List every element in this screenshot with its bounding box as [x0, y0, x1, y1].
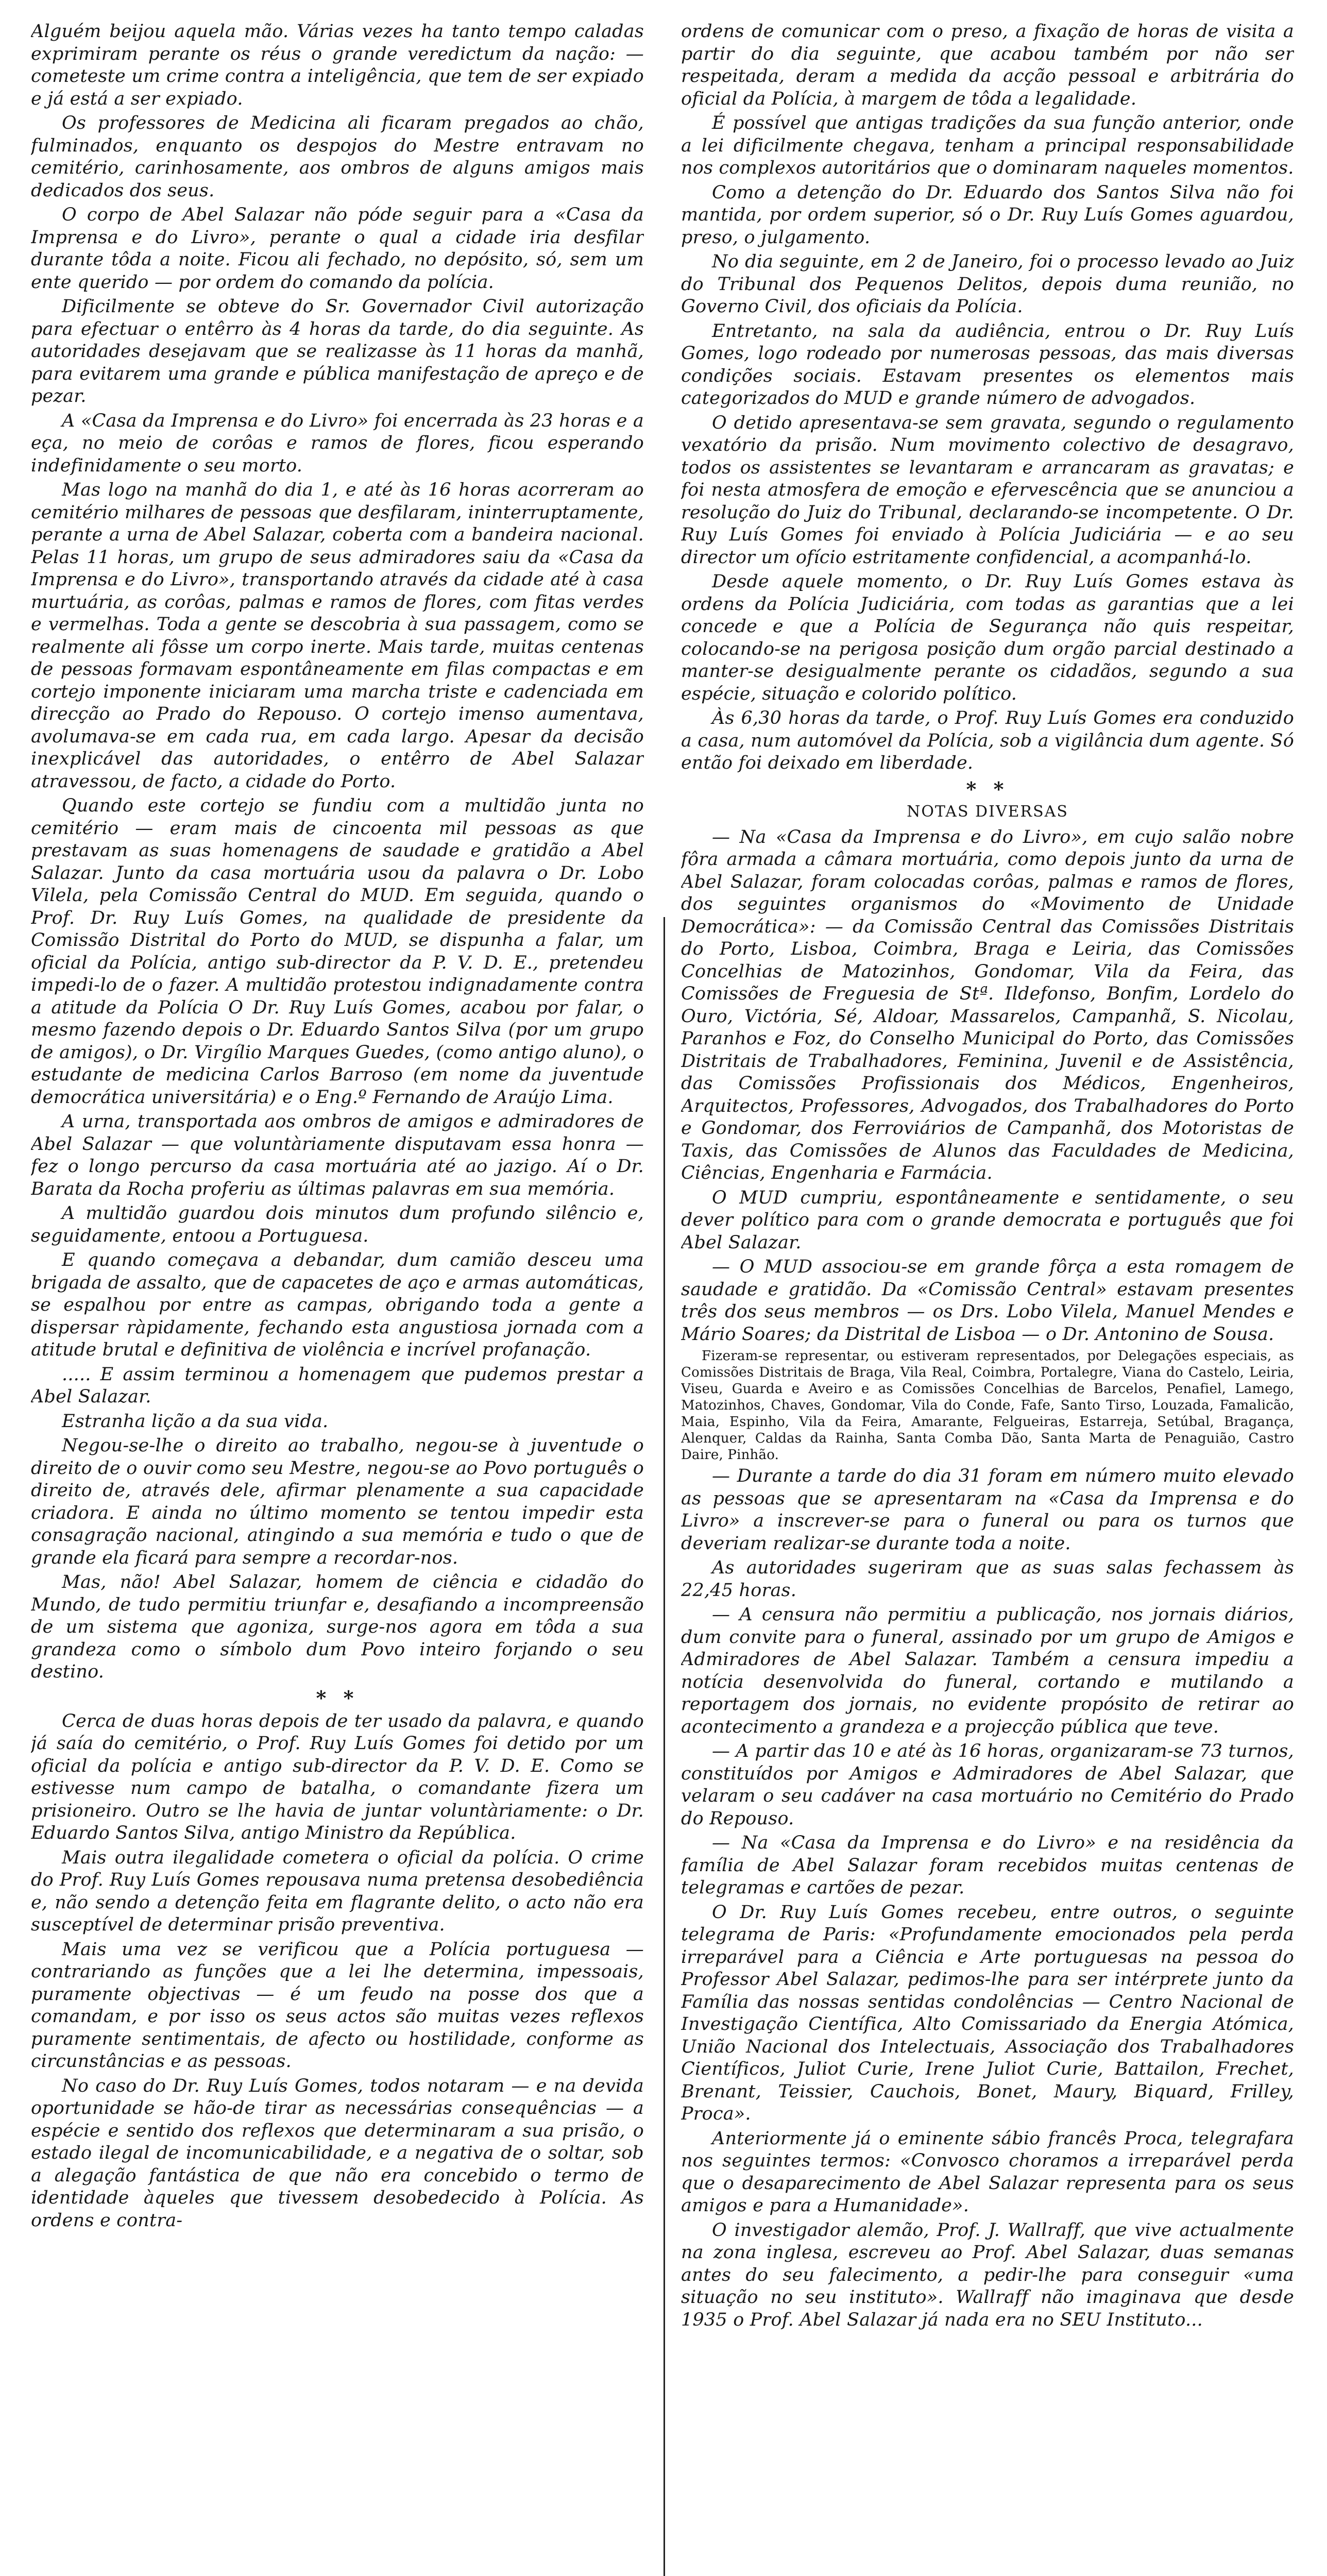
paragraph: O investigador alemão, Prof. J. Wallraff, que vive actualmente na zona inglesa, escreveu ao Prof. Abel Salazar, duas semanas antes do seu falecimento, a pedir-lhe para conseguir «uma situação no seu instituto». Wallraff não imaginava que desde 1935 o Prof. Abel Salazar já nada era no SEU Instituto... [681, 2219, 1294, 2330]
paragraph: O detido apresentava-se sem gravata, segundo o regulamento vexatório da prisão. Num movimento colectivo de desagravo, todos os assistentes se levantaram e arrancaram as gravatas; e foi nesta atmosfera de emoção e efervescência que se anunciou a resolução do Juiz do Tribunal, declarando-se incompetente. O Dr. Ruy Luís Gomes foi enviado à Polícia Judiciária — e ao seu director um ofício estritamente confidencial, a acompanhá-lo. [681, 412, 1294, 568]
paragraph: Os professores de Medicina ali ficaram pregados ao chão, fulminados, enquanto os despojos do Mestre entravam no cemitério, carinhosamente, aos ombros de alguns amigos mais dedicados dos seus. [31, 113, 644, 201]
column-divider [664, 917, 665, 2576]
paragraph: Mais outra ilegalidade cometera o oficial da polícia. O crime do Prof. Ruy Luís Gomes repousava numa pretensa desobediência e, não sendo a detenção feita em flagrante delito, o acto não era susceptível de determinar prisão preventiva. [31, 1847, 644, 1935]
paragraph: A urna, transportada aos ombros de amigos e admiradores de Abel Salazar — que voluntàriamente disputavam essa honra — fez o longo percurso da casa mortuária até ao jazigo. Aí o Dr. Barata da Rocha proferiu as últimas palavras em sua memória. [31, 1111, 644, 1199]
paragraph: Entretanto, na sala da audiência, entrou o Dr. Ruy Luís Gomes, logo rodeado por numerosas pessoas, das mais diversas condições sociais. Estavam presentes os elementos mais categorizados do MUD e grande número de advogados. [681, 320, 1294, 409]
paragraph: A «Casa da Imprensa e do Livro» foi encerrada às 23 horas e a eça, no meio de corôas e ramos de flores, ficou esperando indefinidamente o seu morto. [31, 410, 644, 476]
paragraph: — Durante a tarde do dia 31 foram em número muito elevado as pessoas que se apresentaram na «Casa da Imprensa e do Livro» a inscrever-se para o funeral ou para os turnos que deveriam realizar-se durante toda a noite. [681, 1466, 1294, 1554]
paragraph: Quando este cortejo se fundiu com a multidão junta no cemitério — eram mais de cincoenta mil pessoas as que prestavam as suas homenagens de saudade e gratidão a Abel Salazar. Junto da casa mortuária usou da palavra o Dr. Lobo Vilela, pela Comissão Central do MUD. Em seguida, quando o Prof. Dr. Ruy Luís Gomes, na qualidade de presidente da Comissão Distrital do Porto do MUD, se dispunha a falar, um oficial da Polícia, antigo sub-director da P. V. D. E., pretendeu impedi-lo de o fazer. A multidão protestou indignadamente contra a atitude da Polícia O Dr. Ruy Luís Gomes, acabou por falar, o mesmo fazendo depois o Dr. Eduardo Santos Silva (por um grupo de amigos), o Dr. Virgílio Marques Guedes, (como antigo aluno), o estudante de medicina Carlos Barroso (em nome da juventude democrática universitária) e o Eng.º Fernando de Araújo Lima. [31, 795, 644, 1108]
paragraph: — O MUD associou-se em grande fôrça a esta romagem de saudade e gratidão. Da «Comissão Central» estavam presentes três dos seus membros — os Drs. Lobo Vilela, Manuel Mendes e Mário Soares; da Distrital de Lisboa — o Dr. Antonino de Sousa. [681, 1257, 1294, 1345]
paragraph: É possível que antigas tradições da sua função anterior, onde a lei dificilmente chegava, tenham a principal responsabilidade nos complexos autoritários que o dominaram naqueles momentos. [681, 113, 1294, 178]
paragraph: — A censura não permitiu a publicação, nos jornais diários, dum convite para o funeral, assinado por um grupo de Amigos e Admiradores de Abel Salazar. Também a censura impediu a notícia desenvolvida do funeral, cortando e mutilando a reportagem dos jornais, no evidente propósito de retirar ao acontecimento a grandeza e a projecção pública que teve. [681, 1604, 1294, 1737]
paragraph: — Na «Casa da Imprensa e do Livro» e na residência da família de Abel Salazar foram recebidos muitas centenas de telegramas e cartões de pezar. [681, 1833, 1294, 1898]
paragraph: Dificilmente se obteve do Sr. Governador Civil autorização para efectuar o entêrro às 4 horas da tarde, do dia seguinte. As autoridades desejavam que se realizasse às 11 horas da manhã, para evitarem uma grande e pública manifestação de apreço e de pezar. [31, 296, 644, 406]
section-separator: * * [966, 777, 1009, 801]
paragraph: Mas, não! Abel Salazar, homem de ciência e cidadão do Mundo, de tudo permitiu triunfar e, desafiando a incompreensão de um sistema que agoniza, surge-nos agora em tôda a sua grandeza como o símbolo dum Povo inteiro forjando o seu destino. [31, 1572, 644, 1682]
paragraph: Como a detenção do Dr. Eduardo dos Santos Silva não foi mantida, por ordem superior, só o Dr. Ruy Luís Gomes aguardou, preso, o julgamento. [681, 182, 1294, 248]
paragraph: Mais uma vez se verificou que a Polícia portuguesa — contrariando as funções que a lei lhe determina, impessoais, puramente objectivas — é um feudo na posse dos que a comandam, e por isso os seus actos são muitas vezes reflexos puramente sentimentais, de afecto ou hostilidade, conforme as circunstâncias e as pessoas. [31, 1939, 644, 2072]
paragraph: ..... E assim terminou a homenagem que pudemos prestar a Abel Salazar. [31, 1364, 644, 1407]
paragraph: O MUD cumpriu, espontâneamente e sentidamente, o seu dever político para com o grande democrata e português que foi Abel Salazar. [681, 1187, 1294, 1253]
small-print-paragraph: Fizeram-se representar, ou estiveram representados, por Delegações especiais, as Comissões Distritais de Braga, Vila Real, Coimbra, Portalegre, Viana do Castelo, Leiria, Viseu, Guarda e Aveiro e as Comissões Concelhias de Barcelos, Penafiel, Lamego, Matozinhos, Chaves, Gondomar, Vila do Conde, Fafe, Santo Tirso, Louzada, Famalicão, Maia, Espinho, Vila da Feira, Amarante, Felgueiras, Estarreja, Setúbal, Bragança, Alenquer, Caldas da Rainha, Santa Comba Dão, Santa Marta de Penaguião, Castro Daire, Pinhão. [681, 1348, 1294, 1463]
paragraph: Mas logo na manhã do dia 1, e até às 16 horas acorreram ao cemitério milhares de pessoas que desfilaram, ininterruptamente, perante a urna de Abel Salazar, coberta com a bandeira nacional. Pelas 11 horas, um grupo de seus admiradores saiu da «Casa da Imprensa e do Livro», transportando através da cidade até à casa murtuária, as corôas, palmas e ramos de flores, com fitas verdes e vermelhas. Toda a gente se descobria à sua passagem, como se realmente ali fôsse um corpo inerte. Mais tarde, muitas centenas de pessoas formavam espontâneamente em filas compactas e em cortejo imponente iniciaram uma marcha triste e cadenciada em direcção ao Prado do Repouso. O cortejo imenso aumentava, avolumava-se em cada rua, em cada largo. Apesar da decisão inexplicável das autoridades, o entêrro de Abel Salazar atravessou, de facto, a cidade do Porto. [31, 480, 644, 792]
paragraph: O corpo de Abel Salazar não póde seguir para a «Casa da Imprensa e do Livro», perante o qual a cidade iria desfilar durante tôda a noite. Ficou ali fechado, no depósito, só, sem um ente querido — por ordem do comando da polícia. [31, 205, 644, 293]
paragraph: No dia seguinte, em 2 de Janeiro, foi o processo levado ao Juiz do Tribunal dos Pequenos Delitos, depois duma reunião, no Governo Civil, dos oficiais da Polícia. [681, 251, 1294, 317]
left-column [31, 21, 644, 2576]
paragraph: E quando começava a debandar, dum camião desceu uma brigada de assalto, que de capacetes de aço e armas automáticas, se espalhou por entre as campas, obrigando toda a gente a dispersar ràpidamente, fechando esta angustiosa jornada com a atitude brutal e definitiva de violência e incrível profanação. [31, 1250, 644, 1360]
paragraph: Alguém beijou aquela mão. Várias vezes ha tanto tempo caladas exprimiram perante os réus o grande veredictum da nação: — cometeste um crime contra a inteligência, que tem de ser expiado e já está a ser expiado. [31, 21, 644, 109]
section-heading: NOTAS DIVERSAS [907, 802, 1068, 821]
paragraph: Desde aquele momento, o Dr. Ruy Luís Gomes estava às ordens da Polícia Judiciária, com todas as garantias que a lei concede e que a Polícia de Segurança não quis respeitar, colocando-se na perigosa posição dum orgão parcial destinado a manter-se desigualmente perante os cidadãos, segundo a sua espécie, situação e colorido político. [681, 571, 1294, 704]
paragraph: No caso do Dr. Ruy Luís Gomes, todos notaram — e na devida oportunidade se hão-de tirar as necessárias consequências — a espécie e sentido dos reflexos que determinaram a sua prisão, o estado ilegal de incomunicabilidade, e a negativa de o soltar, sob a alegação fantástica de que não era concebido o termo de identidade àqueles que tivessem desobedecido à Polícia. As ordens e contra- [31, 2075, 644, 2231]
paragraph: Negou-se-lhe o direito ao trabalho, negou-se à juventude o direito de o ouvir como seu Mestre, negou-se ao Povo português o direito de, através dele, afirmar plenamente a sua capacidade criadora. E ainda no último momento se tentou impedir esta consagração nacional, atingindo a sua memória e tudo o que de grande ela ficará para sempre a recordar-nos. [31, 1435, 644, 1568]
paragraph: As autoridades sugeriram que as suas salas fechassem às 22,45 horas. [681, 1557, 1294, 1601]
paragraph: Anteriormente já o eminente sábio francês Proca, telegrafara nos seguintes termos: «Convosco choramos a irreparável perda que o desaparecimento de Abel Salazar representa para os seus amigos e para a Humanidade». [681, 2128, 1294, 2216]
paragraph: — Na «Casa da Imprensa e do Livro», em cujo salão nobre fôra armada a câmara mortuária, como depois junto da urna de Abel Salazar, foram colocadas corôas, palmas e ramos de flores, dos seguintes organismos do «Movimento de Unidade Democrática»: — da Comissão Central das Comissões Distritais do Porto, Lisboa, Coimbra, Braga e Leiria, das Comissões Concelhias de Matozinhos, Gondomar, Vila da Feira, das Comissões de Freguesia de Stª. Ildefonso, Bonfim, Lordelo do Ouro, Victória, Sé, Aldoar, Massarelos, Campanhã, S. Nicolau, Paranhos e Foz, do Conselho Municipal do Porto, das Comissões Distritais de Trabalhadores, Feminina, Juvenil e de Assistência, das Comissões Profissionais dos Médicos, Engenheiros, Arquitectos, Professores, Advogados, dos Trabalhadores do Porto e Gondomar, dos Ferroviários de Campanhã, dos Motoristas de Taxis, das Comissões de Alunos das Faculdades de Medicina, Ciências, Engenharia e Farmácia. [681, 826, 1294, 1183]
section-separator: * * [316, 1686, 359, 1709]
paragraph: O Dr. Ruy Luís Gomes recebeu, entre outros, o seguinte telegrama de Paris: «Profundamente emocionados pela perda irreparável para a Ciência e Arte portuguesas na pessoa do Professor Abel Salazar, pedimos-lhe para ser intérprete junto da Família das nossas sentidas condolências — Centro Nacional de Investigação Científica, Alto Comissariado da Energia Atómica, União Nacional dos Intelectuais, Associação dos Trabalhadores Científicos, Juliot Curie, Irene Juliot Curie, Battailon, Frechet, Brenant, Teissier, Cauchois, Bonet, Maury, Biquard, Frilley, Proca». [681, 1902, 1294, 2124]
paragraph: Às 6,30 horas da tarde, o Prof. Ruy Luís Gomes era conduzido a casa, num automóvel da Polícia, sob a vigilância dum agente. Só então foi deixado em liberdade. [681, 708, 1294, 773]
right-column [681, 21, 1294, 2576]
paragraph: ordens de comunicar com o preso, a fixação de horas de visita a partir do dia seguinte, que acabou também por não ser respeitada, deram a medida da acção pessoal e arbitrária do oficial da Polícia, à margem de tôda a legalidade. [681, 21, 1294, 109]
paragraph: A multidão guardou dois minutos dum profundo silêncio e, seguidamente, entoou a Portuguesa. [31, 1203, 644, 1246]
paragraph: — A partir das 10 e até às 16 horas, organizaram-se 73 turnos, constituídos por Amigos e Admiradores de Abel Salazar, que velaram o seu cadáver na casa mortuário no Cemitério do Prado do Repouso. [681, 1741, 1294, 1829]
paragraph: Cerca de duas horas depois de ter usado da palavra, e quando já saía do cemitério, o Prof. Ruy Luís Gomes foi detido por um oficial da polícia e antigo sub-director da P. V. D. E. Como se estivesse num campo de batalha, o comandante fizera um prisioneiro. Outro se lhe havia de juntar voluntàriamente: o Dr. Eduardo Santos Silva, antigo Ministro da República. [31, 1710, 644, 1843]
paragraph: Estranha lição a da sua vida. [62, 1411, 329, 1432]
